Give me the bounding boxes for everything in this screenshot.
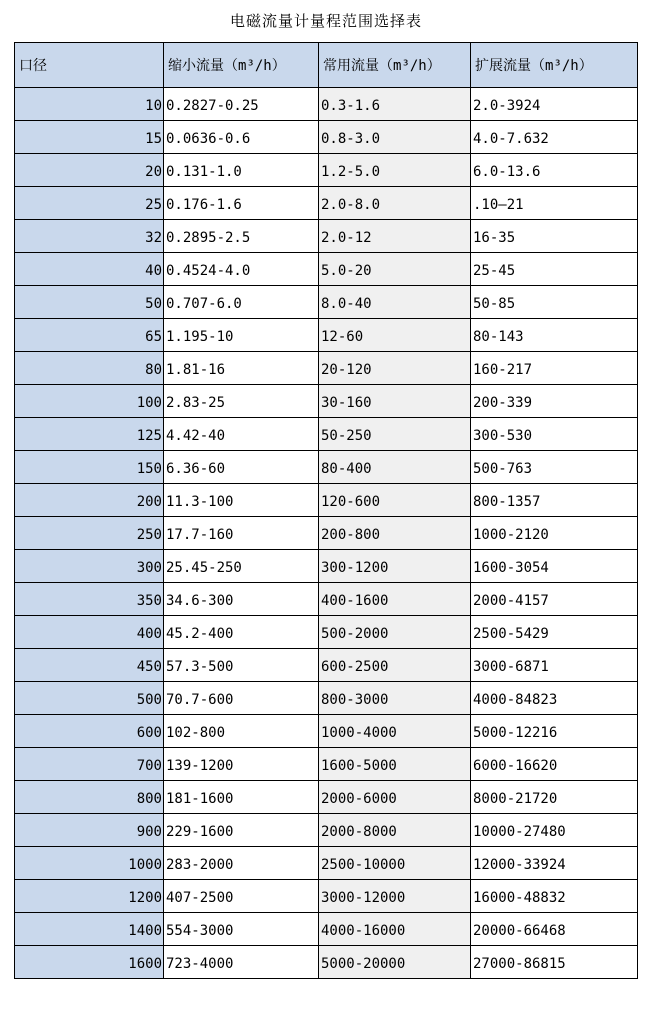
cell-extended-flow: 2.0-3924 <box>471 88 638 121</box>
table-row <box>15 649 638 682</box>
cell-diameter: 80 <box>15 352 164 385</box>
cell-common-flow: 8.0-40 <box>319 286 471 319</box>
table-row <box>15 385 638 418</box>
cell-extended-flow: 6.0-13.6 <box>471 154 638 187</box>
table-row <box>15 88 638 121</box>
cell-diameter: 400 <box>15 616 164 649</box>
table-row <box>15 253 638 286</box>
table-row <box>15 847 638 880</box>
cell-reduced-flow: 2.83-25 <box>164 385 319 418</box>
table-row <box>15 220 638 253</box>
flow-range-table <box>14 42 638 979</box>
cell-extended-flow: 300-530 <box>471 418 638 451</box>
cell-diameter: 700 <box>15 748 164 781</box>
cell-extended-flow: 5000-12216 <box>471 715 638 748</box>
table-row <box>15 121 638 154</box>
header-row <box>15 43 638 88</box>
cell-reduced-flow: 11.3-100 <box>164 484 319 517</box>
cell-diameter: 150 <box>15 451 164 484</box>
table-row <box>15 517 638 550</box>
cell-reduced-flow: 723-4000 <box>164 946 319 979</box>
cell-diameter: 40 <box>15 253 164 286</box>
cell-reduced-flow: 0.707-6.0 <box>164 286 319 319</box>
cell-reduced-flow: 34.6-300 <box>164 583 319 616</box>
table-row <box>15 550 638 583</box>
cell-diameter: 800 <box>15 781 164 814</box>
cell-common-flow: 1.2-5.0 <box>319 154 471 187</box>
column-header-common-flow: 常用流量（m³/h） <box>319 43 471 88</box>
cell-diameter: 1400 <box>15 913 164 946</box>
cell-common-flow: 80-400 <box>319 451 471 484</box>
table-row <box>15 319 638 352</box>
cell-common-flow: 1000-4000 <box>319 715 471 748</box>
cell-extended-flow: 10000-27480 <box>471 814 638 847</box>
cell-diameter: 600 <box>15 715 164 748</box>
cell-common-flow: 0.3-1.6 <box>319 88 471 121</box>
cell-common-flow: 30-160 <box>319 385 471 418</box>
cell-extended-flow: 80-143 <box>471 319 638 352</box>
cell-common-flow: 2500-10000 <box>319 847 471 880</box>
cell-extended-flow: 1600-3054 <box>471 550 638 583</box>
cell-reduced-flow: 1.195-10 <box>164 319 319 352</box>
table-row <box>15 286 638 319</box>
table-row <box>15 451 638 484</box>
cell-reduced-flow: 0.131-1.0 <box>164 154 319 187</box>
cell-diameter: 20 <box>15 154 164 187</box>
cell-extended-flow: 4.0-7.632 <box>471 121 638 154</box>
cell-extended-flow: 800-1357 <box>471 484 638 517</box>
cell-extended-flow: 8000-21720 <box>471 781 638 814</box>
cell-extended-flow: 27000-86815 <box>471 946 638 979</box>
table-row <box>15 352 638 385</box>
table-row <box>15 583 638 616</box>
table-row <box>15 748 638 781</box>
cell-common-flow: 2000-8000 <box>319 814 471 847</box>
cell-reduced-flow: 25.45-250 <box>164 550 319 583</box>
cell-common-flow: 600-2500 <box>319 649 471 682</box>
cell-common-flow: 2000-6000 <box>319 781 471 814</box>
cell-extended-flow: .10—21 <box>471 187 638 220</box>
cell-diameter: 100 <box>15 385 164 418</box>
cell-common-flow: 120-600 <box>319 484 471 517</box>
cell-reduced-flow: 70.7-600 <box>164 682 319 715</box>
cell-extended-flow: 50-85 <box>471 286 638 319</box>
cell-common-flow: 200-800 <box>319 517 471 550</box>
cell-extended-flow: 4000-84823 <box>471 682 638 715</box>
cell-common-flow: 400-1600 <box>319 583 471 616</box>
cell-extended-flow: 6000-16620 <box>471 748 638 781</box>
cell-diameter: 125 <box>15 418 164 451</box>
cell-extended-flow: 20000-66468 <box>471 913 638 946</box>
column-header-diameter: 口径 <box>15 43 164 88</box>
cell-diameter: 1600 <box>15 946 164 979</box>
table-row <box>15 880 638 913</box>
cell-common-flow: 800-3000 <box>319 682 471 715</box>
cell-extended-flow: 16-35 <box>471 220 638 253</box>
cell-reduced-flow: 229-1600 <box>164 814 319 847</box>
cell-diameter: 900 <box>15 814 164 847</box>
cell-reduced-flow: 4.42-40 <box>164 418 319 451</box>
cell-diameter: 200 <box>15 484 164 517</box>
cell-diameter: 350 <box>15 583 164 616</box>
cell-reduced-flow: 554-3000 <box>164 913 319 946</box>
cell-reduced-flow: 45.2-400 <box>164 616 319 649</box>
cell-extended-flow: 160-217 <box>471 352 638 385</box>
table-row <box>15 418 638 451</box>
cell-extended-flow: 500-763 <box>471 451 638 484</box>
column-header-reduced-flow: 缩小流量（m³/h） <box>164 43 319 88</box>
cell-diameter: 10 <box>15 88 164 121</box>
table-row <box>15 616 638 649</box>
cell-common-flow: 5000-20000 <box>319 946 471 979</box>
cell-common-flow: 300-1200 <box>319 550 471 583</box>
page-title: 电磁流量计量程范围选择表 <box>229 13 422 30</box>
cell-reduced-flow: 407-2500 <box>164 880 319 913</box>
table-row <box>15 913 638 946</box>
cell-diameter: 300 <box>15 550 164 583</box>
cell-extended-flow: 2500-5429 <box>471 616 638 649</box>
table-row <box>15 946 638 979</box>
table-row <box>15 715 638 748</box>
cell-common-flow: 500-2000 <box>319 616 471 649</box>
cell-common-flow: 2.0-12 <box>319 220 471 253</box>
cell-common-flow: 1600-5000 <box>319 748 471 781</box>
cell-common-flow: 2.0-8.0 <box>319 187 471 220</box>
cell-reduced-flow: 0.2827-0.25 <box>164 88 319 121</box>
cell-common-flow: 12-60 <box>319 319 471 352</box>
column-header-extended-flow: 扩展流量（m³/h） <box>471 43 638 88</box>
table-row <box>15 682 638 715</box>
cell-reduced-flow: 0.4524-4.0 <box>164 253 319 286</box>
cell-reduced-flow: 0.176-1.6 <box>164 187 319 220</box>
cell-reduced-flow: 181-1600 <box>164 781 319 814</box>
cell-extended-flow: 3000-6871 <box>471 649 638 682</box>
cell-common-flow: 0.8-3.0 <box>319 121 471 154</box>
cell-reduced-flow: 283-2000 <box>164 847 319 880</box>
cell-common-flow: 20-120 <box>319 352 471 385</box>
table-row <box>15 154 638 187</box>
cell-reduced-flow: 0.2895-2.5 <box>164 220 319 253</box>
cell-diameter: 15 <box>15 121 164 154</box>
cell-reduced-flow: 17.7-160 <box>164 517 319 550</box>
cell-reduced-flow: 6.36-60 <box>164 451 319 484</box>
cell-reduced-flow: 1.81-16 <box>164 352 319 385</box>
table-row <box>15 781 638 814</box>
cell-reduced-flow: 0.0636-0.6 <box>164 121 319 154</box>
cell-diameter: 32 <box>15 220 164 253</box>
cell-diameter: 250 <box>15 517 164 550</box>
cell-common-flow: 4000-16000 <box>319 913 471 946</box>
table-row <box>15 187 638 220</box>
cell-reduced-flow: 139-1200 <box>164 748 319 781</box>
cell-common-flow: 3000-12000 <box>319 880 471 913</box>
cell-common-flow: 50-250 <box>319 418 471 451</box>
cell-reduced-flow: 102-800 <box>164 715 319 748</box>
cell-diameter: 65 <box>15 319 164 352</box>
cell-extended-flow: 25-45 <box>471 253 638 286</box>
cell-diameter: 1000 <box>15 847 164 880</box>
cell-extended-flow: 2000-4157 <box>471 583 638 616</box>
cell-diameter: 1200 <box>15 880 164 913</box>
cell-extended-flow: 200-339 <box>471 385 638 418</box>
cell-extended-flow: 1000-2120 <box>471 517 638 550</box>
cell-extended-flow: 12000-33924 <box>471 847 638 880</box>
cell-common-flow: 5.0-20 <box>319 253 471 286</box>
cell-diameter: 25 <box>15 187 164 220</box>
table-header <box>15 43 638 88</box>
table-row <box>15 814 638 847</box>
table-body <box>15 88 638 979</box>
cell-reduced-flow: 57.3-500 <box>164 649 319 682</box>
table-row <box>15 484 638 517</box>
cell-diameter: 500 <box>15 682 164 715</box>
cell-diameter: 450 <box>15 649 164 682</box>
cell-extended-flow: 16000-48832 <box>471 880 638 913</box>
cell-diameter: 50 <box>15 286 164 319</box>
